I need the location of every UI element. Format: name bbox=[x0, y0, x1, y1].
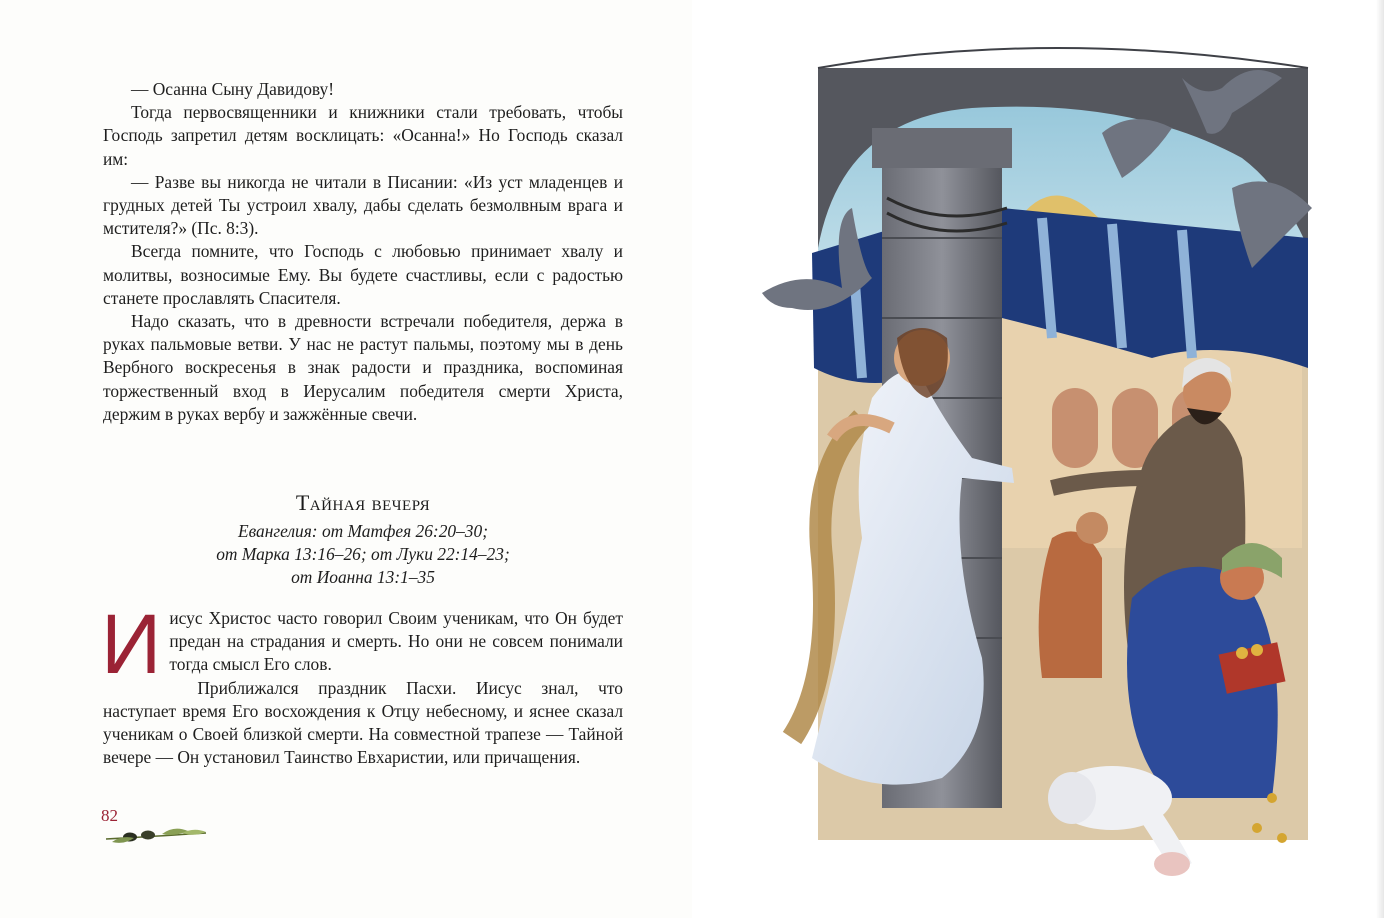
drop-cap: И bbox=[101, 597, 162, 691]
paragraph: Всегда помните, что Господь с любовью принимает хвалу и молитвы, возносимые Ему. Вы будете счастливы, если с радостью станете прославлять Спасителя. bbox=[103, 241, 623, 308]
source-line: Евангелия: от Матфея 26:20–30; bbox=[238, 521, 488, 541]
chapter-title: Тайная вечеря bbox=[295, 490, 431, 515]
main-text bbox=[103, 78, 623, 426]
paragraph: Тогда первосвященники и книжники стали требовать, чтобы Господь запретил детям восклицать: «Осанна!» Но Господь сказал им: bbox=[103, 102, 623, 169]
chapter-sources bbox=[103, 520, 623, 590]
paragraph: Приближался праздник Пасхи. Иисус знал, что наступает время Его восхождения к Отцу небесному, и яснее сказал ученикам о Своей близкой смерти. На совместной трапезе — Тайной вечере — Он установил Таинство Евхаристии, или причащения. bbox=[103, 677, 623, 768]
olive-branch-icon bbox=[104, 825, 208, 845]
watercolor-illustration-icon bbox=[752, 38, 1332, 898]
paragraph-text: исус Христос часто говорил Своим ученикам, что Он будет предан на страдания и смерть. Но они не совсем понимали тогда смысл Его слов. bbox=[169, 608, 623, 675]
chapter-text bbox=[101, 597, 623, 769]
paragraph: — Разве вы никогда не читали в Писании: «Из уст младенцев и грудных детей Ты устроил хвалу, дабы сделать безмолвным врага и мстителя?» (Пс. 8:3). bbox=[103, 171, 623, 239]
chapter-heading bbox=[103, 488, 623, 590]
paragraph: — Осанна Сыну Давидову! bbox=[131, 79, 335, 99]
paragraph: Надо сказать, что в древности встречали победителя, держа в руках пальмовые ветви. У нас не растут пальмы, поэтому мы в день Вербного воскресенья в знак радости и праздника, воспоминая торжественный вход в Иерусалим победителя смерти Христа, держим в руках вербу и зажжённые свечи. bbox=[103, 311, 623, 424]
paragraph bbox=[101, 597, 623, 691]
page-number: 82 bbox=[101, 806, 118, 825]
source-line: от Иоанна 13:1–35 bbox=[291, 567, 435, 588]
page-gutter bbox=[1376, 0, 1384, 918]
source-line: от Марка 13:16–26; от Луки 22:14–23; bbox=[216, 544, 510, 565]
